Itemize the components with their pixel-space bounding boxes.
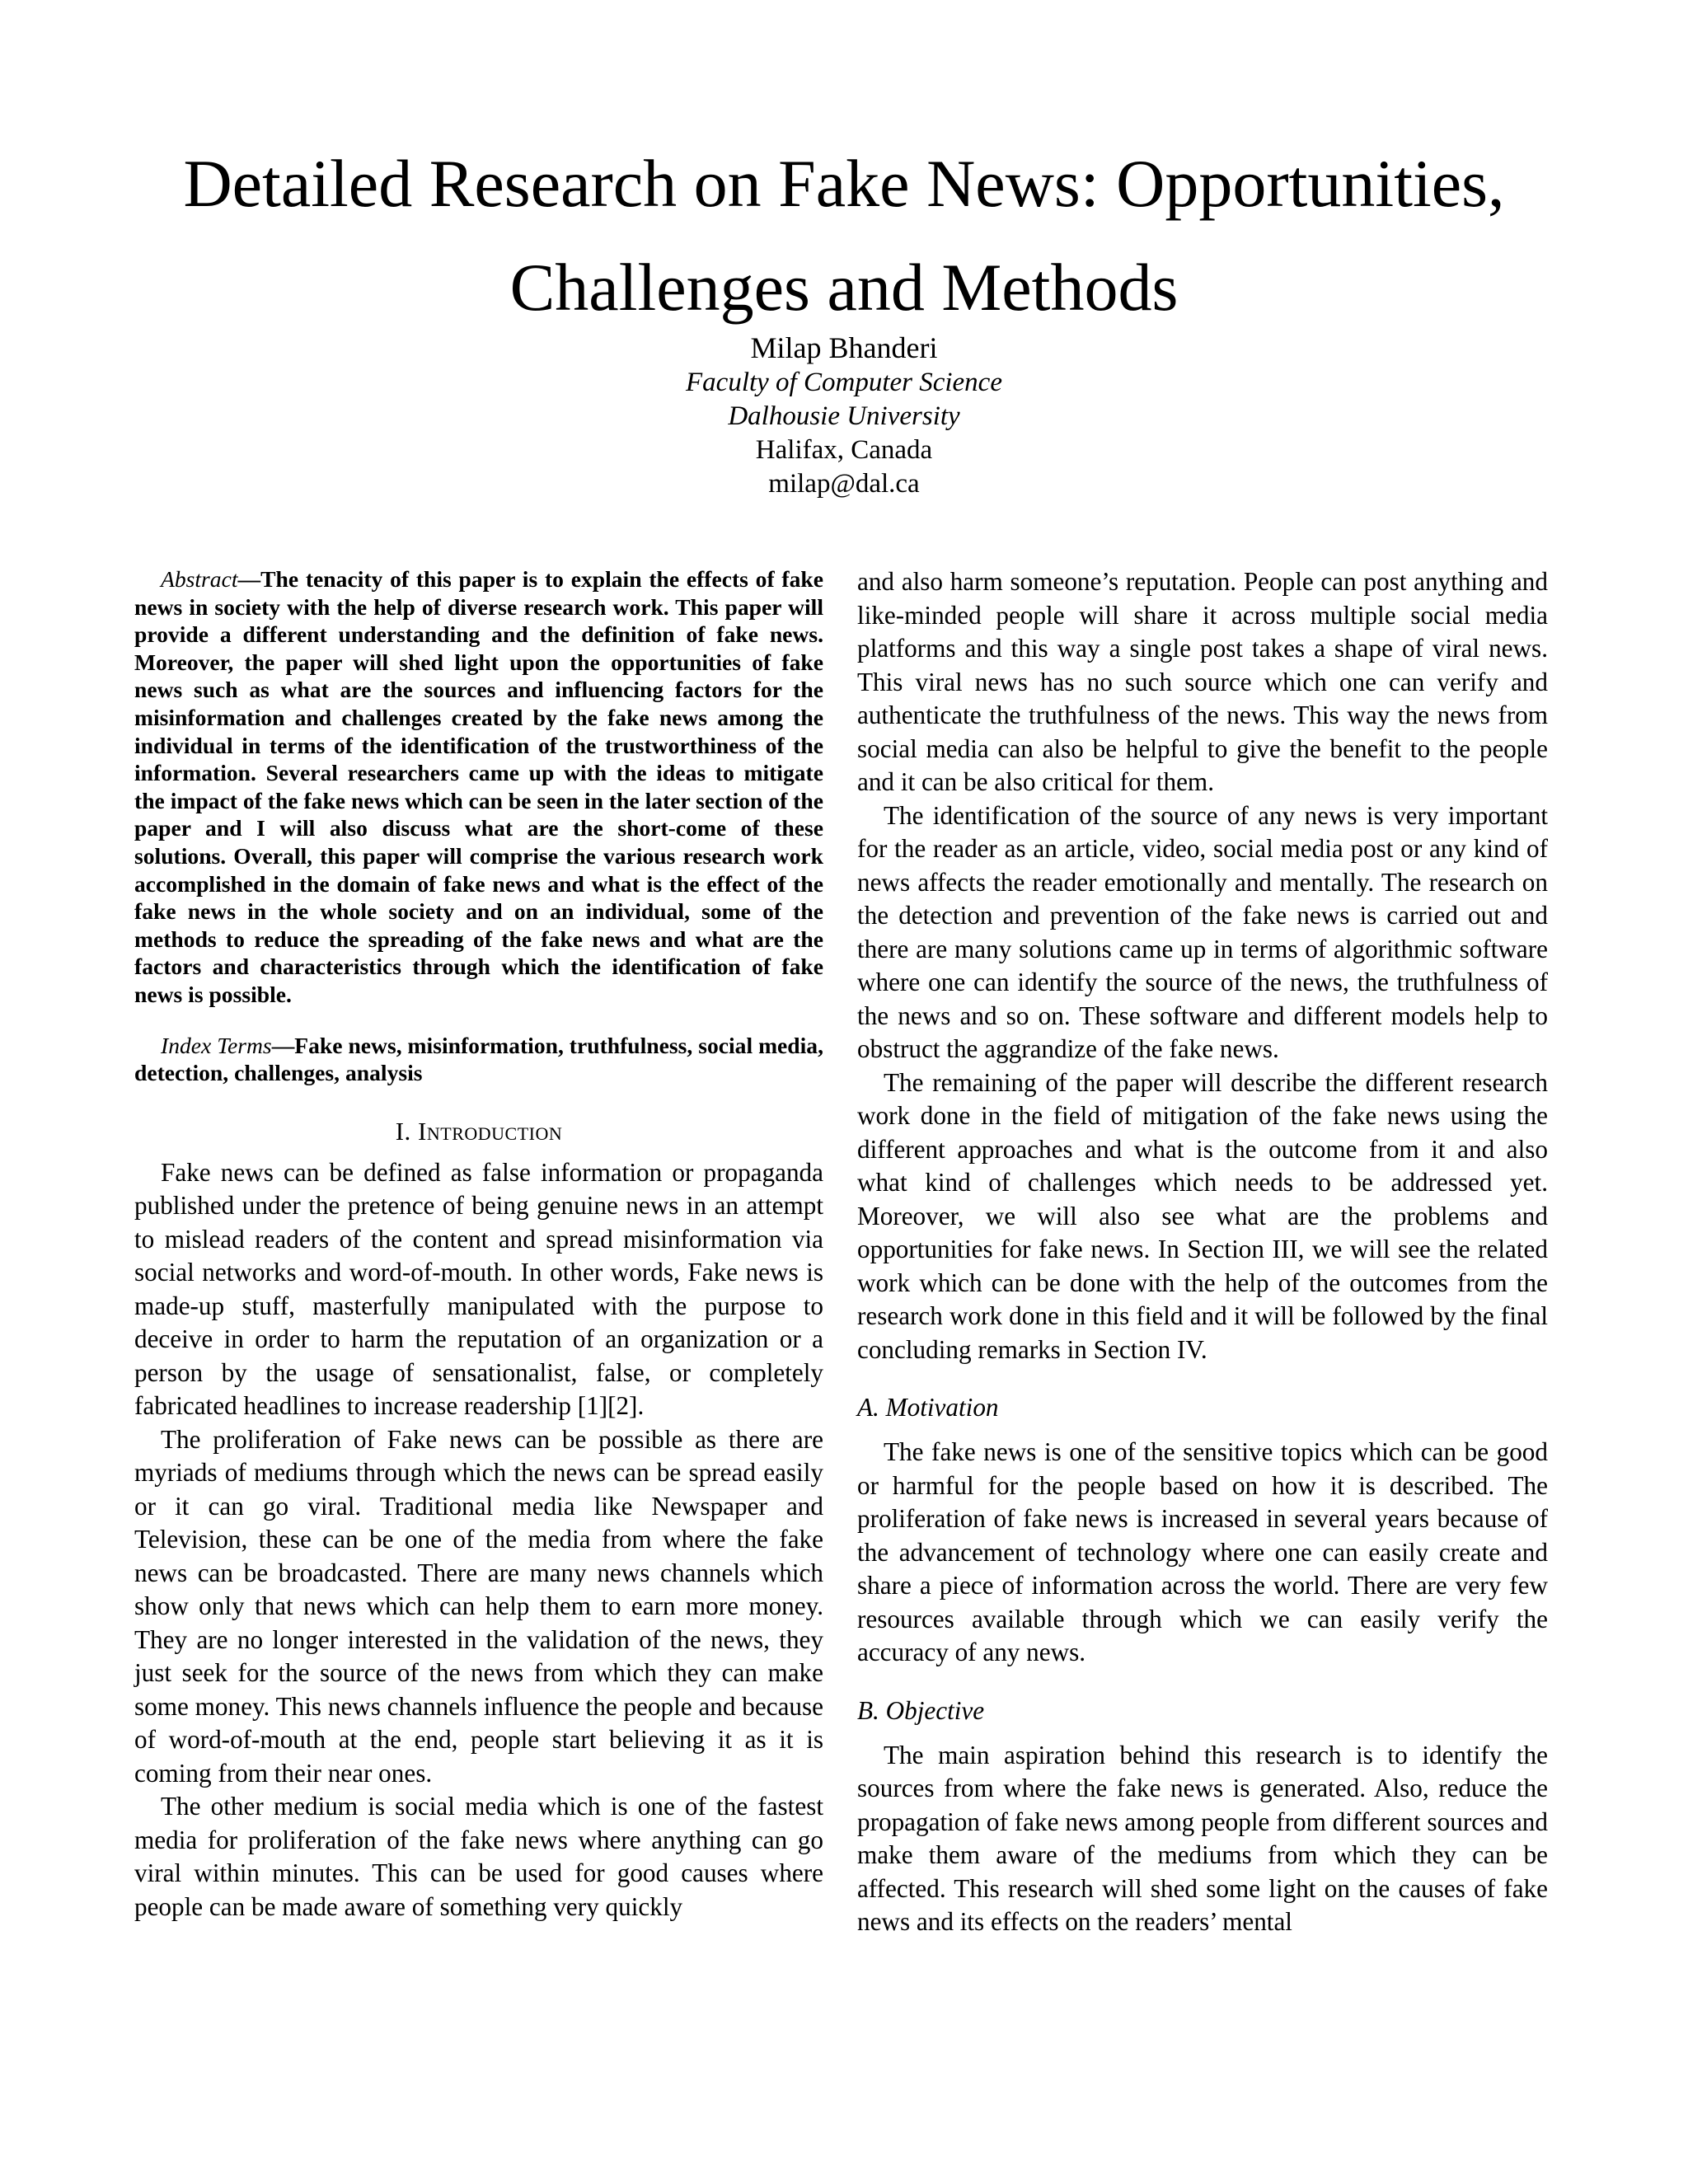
abstract bbox=[134, 565, 823, 1009]
paragraph: The proliferation of Fake news can be possible as there are myriads of mediums through which the news can be spread easily or it can go viral. Traditional media like Newspaper and Television, these can be one of the media from where the fake news can be broadcasted. There are many news channels which show only that news which can help them to earn more money. They are no longer interested in the validation of the news, they just seek for the source of the news from which they can make some money. This news channels influence the people and because of word-of-mouth at the end, people start believing it as it is coming from their near ones. bbox=[134, 1424, 823, 1788]
left-column bbox=[134, 565, 823, 1924]
paragraph: The identification of the source of any news is very important for the reader as an article, video, social media post or any kind of news affects the reader emotionally and mentally. The research on the detection and prevention of the fake news is carried out and there are many solutions came up in terms of algorithmic software where one can identify the source of the news, the truthfulness of the news and so on. These software and different models help to obstruct the aggrandize of the fake news. bbox=[857, 800, 1548, 1063]
abstract-text: —The tenacity of this paper is to explain the effects of fake news in society with the help of diverse research work. This paper will provide a different understanding and the definition of fake news. Moreover, the paper will shed light upon the opportunities of fake news such as what are the sources and influencing factors for the misinformation and challenges created by the fake news among the individual in terms of the identification of the trustworthiness of the information. Several researchers came up with the ideas to mitigate the impact of the fake news which can be seen in the later section of the paper and I will also discuss what are the short-come of these solutions. Overall, this paper will comprise the various research work accomplished in the domain of fake news and what is the effect of the fake news in the whole society and on an individual, some of the methods to reduce the spreading of the fake news and what are the factors and characteristics through which the identification of fake news is possible. bbox=[134, 566, 823, 1007]
paragraph: The remaining of the paper will describe the different research work done in the field of mitigation of the fake news using the different approaches and what is the outcome from it and also what kind of challenges which needs to be addressed yet. Moreover, we will also see what are the problems and opportunities for fake news. In Section III, we will see the related work which can be done with the help of the outcomes from the research work done in this field and it will be followed by the final concluding remarks in Section IV. bbox=[857, 1067, 1548, 1364]
abstract-label: Abstract bbox=[161, 566, 238, 592]
right-column bbox=[857, 565, 1548, 1939]
author-affiliation-university: Dalhousie University bbox=[728, 401, 960, 431]
author-block bbox=[0, 330, 1688, 501]
author-email: milap@dal.ca bbox=[768, 469, 920, 499]
paragraph: The main aspiration behind this research is to identify the sources from where the fake news is generated. Also, reduce the propagation of fake news among people from different sources and make them aware of the mediums from which they can be affected. This research will shed some light on the causes of fake news and its effects on the readers’ mental bbox=[857, 1740, 1548, 1936]
author-affiliation-faculty: Faculty of Computer Science bbox=[686, 368, 1002, 397]
objective-body bbox=[857, 1739, 1548, 1939]
paragraph-continued: and also harm someone’s reputation. People can post anything and like-minded people will share it across multiple social media platforms and this way a single post takes a shape of viral news. This viral news has no such source which one can verify and authenticate the truthfulness of the news. This way the news from social media can also be helpful to give the benefit to the people and it can be also critical for them. bbox=[857, 567, 1548, 796]
author-location: Halifax, Canada bbox=[755, 435, 933, 465]
author-name: Milap Bhanderi bbox=[750, 331, 938, 364]
index-terms bbox=[134, 1032, 823, 1087]
paragraph: The other medium is social media which is one of the fastest media for proliferation of the fake news where anything can go viral within minutes. This can be used for good causes where people can be made aware of something very quickly bbox=[134, 1792, 823, 1921]
index-terms-text: —Fake news, misinformation, truthfulness, social media, detection, challenges, analysis bbox=[134, 1032, 824, 1086]
introduction-body-right bbox=[857, 565, 1548, 1366]
index-terms-label: Index Terms bbox=[161, 1032, 272, 1058]
motivation-body bbox=[857, 1436, 1548, 1670]
subsection-heading-objective: B. Objective bbox=[857, 1695, 985, 1725]
paper-title: Detailed Research on Fake News: Opportunities, Challenges and Methods bbox=[183, 146, 1505, 325]
section-heading-introduction: I. Introduction bbox=[395, 1116, 563, 1146]
subsection-heading-motivation: A. Motivation bbox=[857, 1393, 999, 1422]
introduction-body-left bbox=[134, 1156, 823, 1924]
paragraph: The fake news is one of the sensitive topics which can be good or harmful for the people based on how it is described. The proliferation of fake news is increased in several years because of the advancement of technology where one can easily create and share a piece of information across the world. There are very few resources available through which we can easily verify the accuracy of any news. bbox=[857, 1437, 1548, 1666]
paragraph: Fake news can be defined as false information or propaganda published under the pretence of being genuine news in an attempt to mislead readers of the content and spread misinformation via social networks and word-of-mouth. In other words, Fake news is made-up stuff, masterfully manipulated with the purpose to deceive in order to harm the reputation of an organization or a person by the usage of sensationalist, false, or completely fabricated headlines to increase readership [1][2]. bbox=[134, 1157, 823, 1421]
